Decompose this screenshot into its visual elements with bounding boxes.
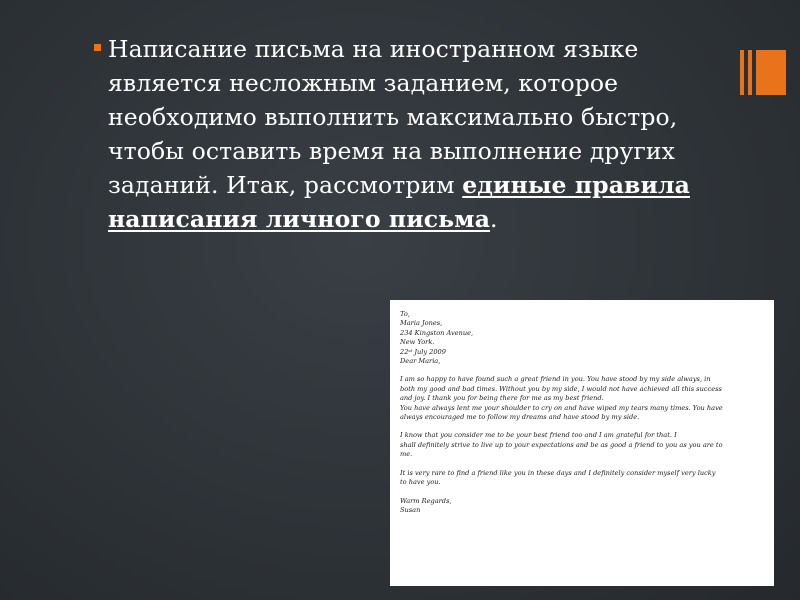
bullet-text-plain: Написание письма на иностранном языке является несложным заданием, которое необходимо выполнить максимально быстро, чтобы оставить время на выполнение других заданий. Итак, рассмотрим — [108, 35, 678, 199]
accent-bar — [740, 50, 744, 95]
slide-body — [94, 32, 694, 236]
letter-line: To, — [400, 310, 410, 318]
letter-signature: Susan — [400, 505, 421, 514]
accent-bar — [748, 50, 752, 95]
letter-line: 22ˢᵗ July 2009 — [400, 347, 446, 356]
letter-line: Maria Jones, — [400, 319, 443, 328]
letter-line: me. — [400, 450, 413, 459]
letter-greeting: Dear Maria, — [400, 357, 441, 366]
letter-closing: Warm Regards, — [400, 496, 452, 505]
letter-paragraph — [400, 469, 764, 488]
letter-image — [390, 300, 774, 586]
letter-line: 234 Kingston Avenue, — [400, 328, 474, 337]
letter-line: and joy. I thank you for being there for me as my best friend. — [400, 394, 604, 403]
letter-line: always encouraged me to follow my dreams and have stood by my side. — [400, 413, 640, 422]
letter-line: New York. — [400, 338, 435, 347]
bullet-square-icon — [94, 44, 101, 51]
letter-line: shall definitely strive to live up to your expectations and be as good a friend to you as you are to — [400, 440, 723, 449]
letter-line: both my good and bad times. Without you by my side, I would not have achieved all this success — [400, 384, 722, 393]
letter-paragraph — [400, 431, 764, 459]
bullet-text-emphasis: единые правила написания личного письма — [108, 171, 690, 233]
letter-line: I know that you consider me to be your best friend too and I am grateful for that. I — [400, 431, 677, 440]
bullet-text — [108, 32, 694, 236]
letter-line: to have you. — [400, 478, 441, 487]
accent-block — [756, 50, 786, 95]
letter-paragraph — [400, 375, 764, 422]
letter-line: It is very rare to find a friend like you in these days and I definitely consider myself very lucky — [400, 468, 716, 477]
bullet-text-end: . — [490, 205, 498, 233]
letter-line: I am so happy to have found such a great friend in you. You have stood by my side always, in — [400, 375, 711, 384]
letter-line: You have always lent me your shoulder to cry on and have wiped my tears many times. You have — [400, 403, 723, 412]
